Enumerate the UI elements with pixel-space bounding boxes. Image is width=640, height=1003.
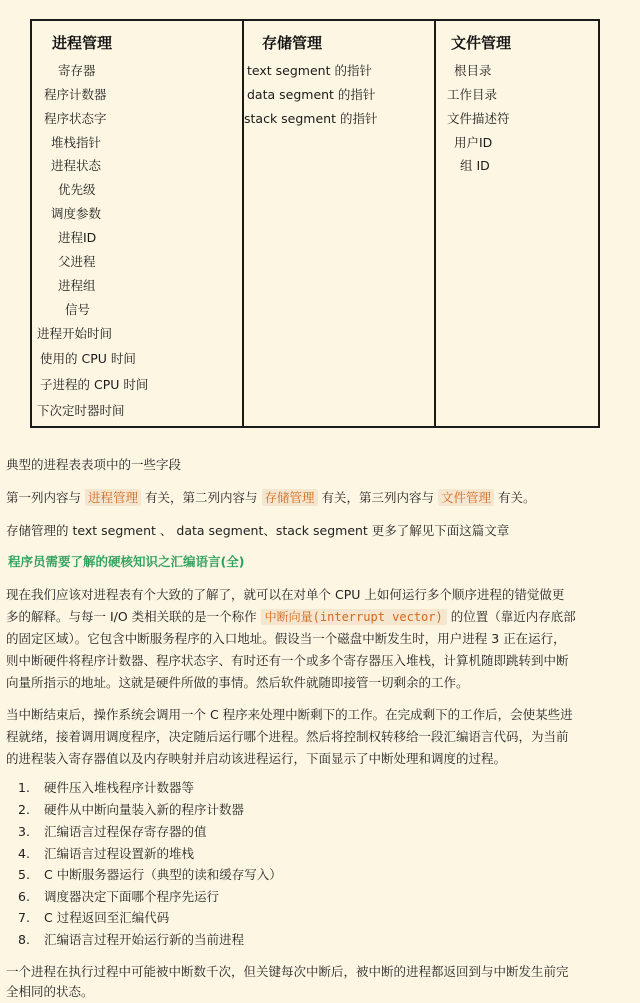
file-item: 根目录 <box>454 63 492 78</box>
paragraph-line: 程就绪，接着调用调度程序，决定随后运行哪个进程。然后将控制权转移给一段汇编语言代码，为当前 <box>6 729 569 744</box>
list-text: 调度器决定下面哪个程序先运行 <box>44 889 220 904</box>
paragraph-line: 的进程装入寄存器值以及内存映射并启动该进程运行，下面显示了中断处理和调度的过程。 <box>6 751 507 766</box>
process-item: 信号 <box>65 302 91 317</box>
process-item: 父进程 <box>58 254 96 269</box>
header-process-management: 进程管理 <box>52 34 113 52</box>
list-text: C 中断服务器运行（典型的读和缓存写入） <box>44 867 282 882</box>
process-item: 优先级 <box>58 182 96 197</box>
process-item: 下次定时器时间 <box>37 403 125 418</box>
text: 第一列内容与 <box>6 490 82 505</box>
list-number: 6. <box>18 889 30 904</box>
storage-item: text segment 的指针 <box>247 63 372 78</box>
paragraph-line: 的固定区域）。它包含中断服务程序的入口地址。假设当一个磁盘中断发生时，用户进程 3 正在运行， <box>6 631 566 646</box>
paragraph-line: 全相同的状态。 <box>6 984 94 999</box>
text: 多的解释。与每一 I/O 类相关联的是一个称作 <box>6 609 257 624</box>
file-item: 用户ID <box>454 135 493 150</box>
storage-note: 存储管理的 text segment 、 data segment、stack segment 更多了解见下面这篇文章 <box>6 523 510 538</box>
inline-tag-storage: 存储管理 <box>262 489 318 506</box>
list-item <box>18 801 244 819</box>
list-item <box>18 931 244 949</box>
process-item: 程序状态字 <box>44 111 107 126</box>
process-item: 进程开始时间 <box>37 326 113 341</box>
list-number: 8. <box>18 932 30 947</box>
storage-item: data segment 的指针 <box>247 87 376 102</box>
text: 的位置（靠近内存底部 <box>450 609 576 624</box>
inline-code-interrupt-vector: 中断向量(interrupt vector) <box>261 609 447 625</box>
list-item <box>18 866 282 884</box>
paragraph-line: 当中断结束后，操作系统会调用一个 C 程序来处理中断剩下的工作。在完成剩下的工作后，会使某些进 <box>6 707 573 722</box>
list-item <box>18 888 219 906</box>
article-link[interactable]: 程序员需要了解的硬核知识之汇编语言(全) <box>8 554 245 569</box>
figure-caption: 典型的进程表表项中的一些字段 <box>6 457 182 472</box>
list-number: 7. <box>18 910 30 925</box>
process-item: 寄存器 <box>58 63 96 78</box>
file-item: 组 ID <box>460 158 490 173</box>
list-text: 硬件从中断向量装入新的程序计数器 <box>44 802 245 817</box>
paragraph-line: 向量所指示的地址。这就是硬件所做的事情。然后软件就随即接管一切剩余的工作。 <box>6 675 469 690</box>
list-number: 1. <box>18 780 30 795</box>
paragraph-line <box>6 608 576 626</box>
list-number: 5. <box>18 867 30 882</box>
file-item: 文件描述符 <box>447 111 510 126</box>
process-item: 调度参数 <box>51 206 102 221</box>
process-item: 程序计数器 <box>44 87 107 102</box>
text: 有关，第三列内容与 <box>321 490 435 505</box>
list-text: 汇编语言过程开始运行新的当前进程 <box>44 932 245 947</box>
paragraph-line: 一个进程在执行过程中可能被中断数千次，但关键每次中断后，被中断的进程都返回到与中断发生前完 <box>6 964 569 979</box>
paragraph-line: 则中断硬件将程序计数器、程序状态字、有时还有一个或多个寄存器压入堆栈，计算机随即跳转到中断 <box>6 653 569 668</box>
list-item <box>18 845 194 863</box>
process-item: 进程组 <box>58 278 96 293</box>
header-file-management: 文件管理 <box>451 34 512 52</box>
paragraph-line: 现在我们应该对进程表有个大致的了解了，就可以在对单个 CPU 上如何运行多个顺序进程的错觉做更 <box>6 587 565 602</box>
process-item: 进程状态 <box>51 158 102 173</box>
inline-tag-process: 进程管理 <box>85 489 141 506</box>
list-number: 3. <box>18 824 30 839</box>
list-number: 4. <box>18 846 30 861</box>
list-number: 2. <box>18 802 30 817</box>
list-item <box>18 909 169 927</box>
process-item: 堆栈指针 <box>51 135 102 150</box>
column-divider <box>242 21 244 426</box>
process-table-figure <box>30 19 600 428</box>
file-item: 工作目录 <box>447 87 498 102</box>
process-item: 使用的 CPU 时间 <box>40 351 136 366</box>
list-text: 硬件压入堆栈程序计数器等 <box>44 780 195 795</box>
list-item <box>18 779 194 797</box>
list-item <box>18 823 207 841</box>
text: 有关。 <box>498 490 536 505</box>
text: 有关，第二列内容与 <box>145 490 258 505</box>
storage-item: stack segment 的指针 <box>244 111 378 126</box>
column-divider <box>434 21 436 426</box>
process-item: 子进程的 CPU 时间 <box>40 377 149 392</box>
list-text: 汇编语言过程设置新的堆栈 <box>44 846 195 861</box>
list-text: 汇编语言过程保存寄存器的值 <box>44 824 207 839</box>
list-text: C 过程返回至汇编代码 <box>44 910 170 925</box>
process-item: 进程ID <box>58 230 97 245</box>
inline-tag-file: 文件管理 <box>438 489 494 506</box>
columns-description <box>6 489 536 507</box>
header-storage-management: 存储管理 <box>262 34 323 52</box>
